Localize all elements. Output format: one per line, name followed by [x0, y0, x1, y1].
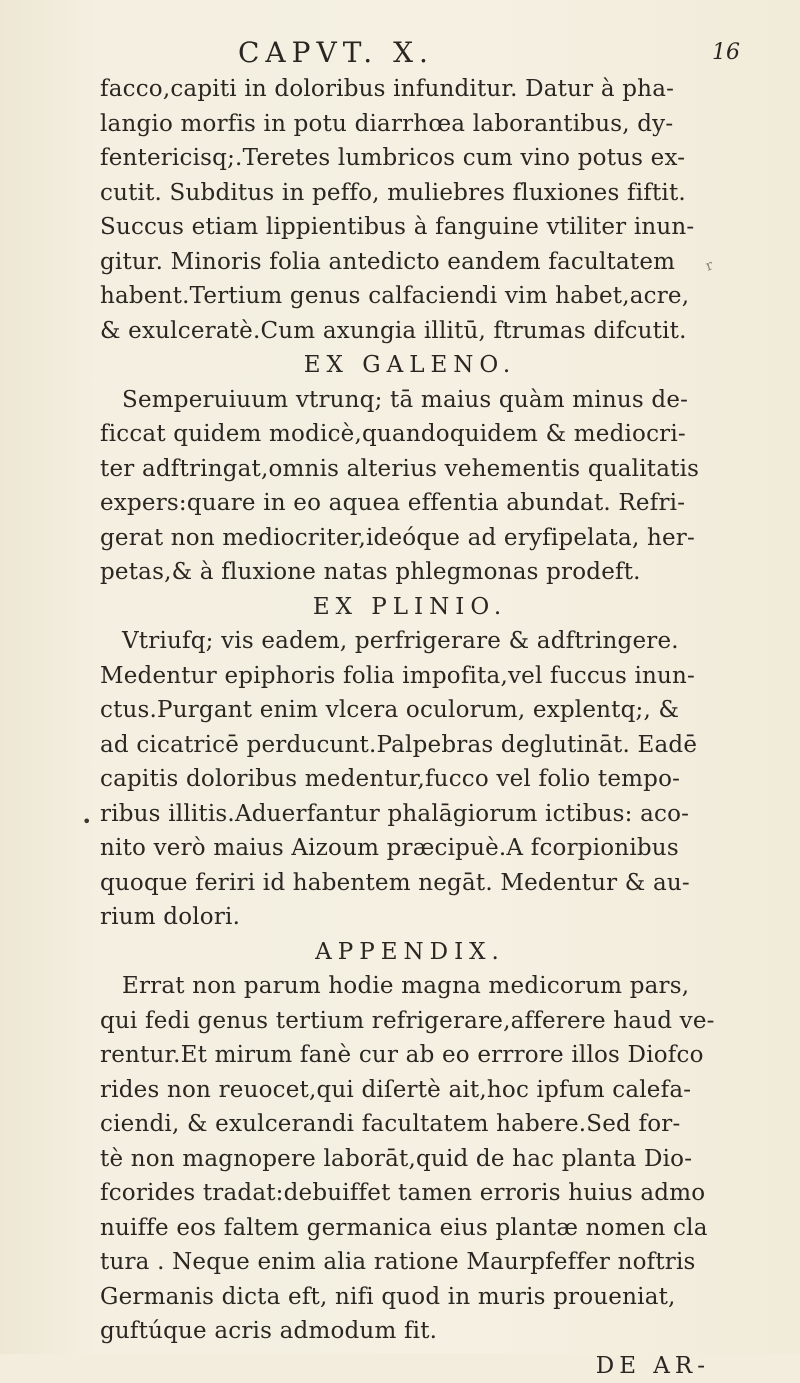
text-line: Errat non parum hodie magna medicorum pars,: [100, 969, 720, 1004]
text-line: ad cicatricē perducunt.Palpebras deglutināt. Eadē: [100, 728, 720, 763]
text-line: petas,& à fluxione natas phlegmonas prodeft.: [100, 555, 720, 590]
text-line: rides non reuocet,qui diſertè ait,hoc ipfum calefa-: [100, 1073, 720, 1108]
text-line: Germanis dicta eft, nifi quod in muris proueniat,: [100, 1280, 720, 1315]
section-heading-appendix: APPENDIX.: [100, 935, 720, 970]
text-line: gitur. Minoris folia antedicto eandem facultatem: [100, 245, 720, 280]
text-line: quoque feriri id habentem negāt. Medentur & au-: [100, 866, 720, 901]
text-line: facco,capiti in doloribus infunditur. Datur à pha-: [100, 72, 720, 107]
text-line: Medentur epiphoris folia impofita,vel fuccus inun-: [100, 659, 720, 694]
text-line: habent.Tertium genus calfaciendi vim habet,acre,: [100, 279, 720, 314]
text-line: ctus.Purgant enim vlcera oculorum, explentq;, &: [100, 693, 720, 728]
text-line: ribus illitis.Aduerfantur phalāgiorum ictibus: aco-: [100, 797, 720, 832]
text-line: tura . Neque enim alia ratione Maurpfeffer noftris: [100, 1245, 720, 1280]
text-line: langio morfis in potu diarrhœa laborantibus, dy-: [100, 107, 720, 142]
page-number: 16: [712, 40, 740, 65]
text-line: & exulceratè.Cum axungia illitū, ftrumas difcutit.: [100, 314, 720, 349]
text-line: ficcat quidem modicè,quandoquidem & mediocri-: [100, 417, 720, 452]
margin-bullet-icon: •: [82, 812, 91, 831]
text-line: nito verò maius Aizoum præcipuè.A fcorpionibus: [100, 831, 720, 866]
text-line: Semperuiuum vtrunq; tā maius quàm minus de-: [100, 383, 720, 418]
section-heading-galeno: EX GALENO.: [100, 348, 720, 383]
text-line: nuiffe eos faltem germanica eius plantæ nomen cla: [100, 1211, 720, 1246]
text-line: rentur.Et mirum fanè cur ab eo errrore illos Diofco: [100, 1038, 720, 1073]
margin-mark: r: [703, 257, 715, 274]
text-line: ciendi, & exulcerandi facultatem habere.Sed for-: [100, 1107, 720, 1142]
text-line: guftúque acris admodum fit.: [100, 1314, 720, 1349]
text-line: Vtriufq; vis eadem, perfrigerare & adftringere.: [100, 624, 720, 659]
text-line: tè non magnopere laborāt,quid de hac planta Dio-: [100, 1142, 720, 1177]
text-line: qui fedi genus tertium refrigerare,afferere haud ve-: [100, 1004, 720, 1039]
text-line: Succus etiam lippientibus à fanguine vtiliter inun-: [100, 210, 720, 245]
text-line: ter adftringat,omnis alterius vehementis qualitatis: [100, 452, 720, 487]
text-line: gerat non mediocriter,ideóque ad eryfipelata, her-: [100, 521, 720, 556]
text-line: fcorides tradat:debuiffet tamen erroris huius admo: [100, 1176, 720, 1211]
text-line: fentericisq;.Teretes lumbricos cum vino potus ex-: [100, 141, 720, 176]
text-line: expers:quare in eo aquea effentia abundat. Refri-: [100, 486, 720, 521]
catchword: DE AR-: [100, 1349, 720, 1383]
text-line: cutit. Subditus in peffo, muliebres fluxiones fiftit.: [100, 176, 720, 211]
chapter-title: CAPVT. X.: [238, 36, 434, 69]
text-line: rium dolori.: [100, 900, 720, 935]
main-text: [100, 72, 720, 1383]
section-heading-plinio: EX PLINIO.: [100, 590, 720, 625]
text-line: capitis doloribus medentur,fucco vel folio tempo-: [100, 762, 720, 797]
running-head: [0, 30, 800, 70]
